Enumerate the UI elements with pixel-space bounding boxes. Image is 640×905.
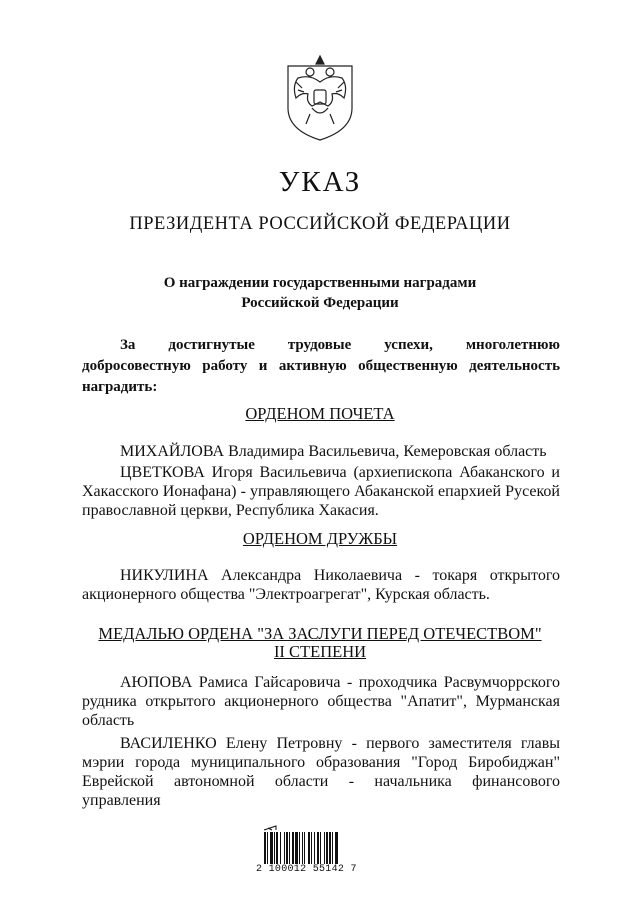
recipient-line: мэрии города муниципального образования "Город Биробиджан": [82, 754, 560, 771]
recipient-line: МИХАЙЛОВА Владимира Васильевича, Кемеровская область: [120, 443, 547, 460]
preamble-word: достигнутые: [168, 337, 255, 353]
state-emblem-icon: [282, 52, 358, 142]
preamble: [82, 335, 560, 398]
recipient-line: акционерного общества "Электроагрегат", Курская область.: [82, 586, 490, 603]
recipient-line: Хакасского Ионафана) - управляющего Абаканской епархией Русекой: [82, 483, 560, 500]
recipient-line: православной церкви, Республика Хакасия.: [82, 502, 379, 519]
recipient-line: Еврейской автономной области - начальника финансового управления: [82, 773, 560, 809]
decree-subject: [0, 273, 640, 313]
award-heading-medal-degree: II СТЕПЕНИ: [273, 642, 367, 661]
preamble-line: наградить:: [82, 379, 158, 395]
award-heading-medal-merit: МЕДАЛЬЮ ОРДЕНА "ЗА ЗАСЛУГИ ПЕРЕД ОТЕЧЕСТВОМ": [98, 624, 542, 643]
recipient-line: ВАСИЛЕНКО Елену Петровну - первого заместителя главы: [120, 735, 560, 752]
recipient-line: рудника открытого акционерного общества "Апатит", Мурманская: [82, 693, 560, 710]
award-recipient: [82, 566, 560, 604]
preamble-word: трудовые: [287, 337, 352, 353]
barcode-number: 2 100012 55142 7: [256, 864, 357, 875]
preamble-word: За: [120, 337, 136, 353]
recipient-line: АЮПОВА Рамиса Гайсаровича - проходчика Расвумчоррского: [120, 674, 560, 691]
document-title: УКАЗ: [278, 166, 362, 198]
award-heading-order-of-friendship: ОРДЕНОМ ДРУЖБЫ: [242, 529, 398, 548]
subject-line: О награждении государственными наградами: [163, 275, 477, 291]
recipient-line: НИКУЛИНА Александра Николаевича - токаря открытого: [120, 567, 560, 584]
award-recipient: [82, 463, 560, 520]
subject-line: Российской Федерации: [241, 295, 399, 311]
preamble-line: добросовестную работу и активную общественную деятельность: [82, 358, 560, 374]
recipient-line: ЦВЕТКОВА Игоря Васильевича (архиепископа Абаканского и: [120, 464, 560, 481]
award-recipient: [82, 734, 560, 810]
document-subtitle: ПРЕЗИДЕНТА РОССИЙСКОЙ ФЕДЕРАЦИИ: [129, 214, 511, 234]
recipient-line: область: [82, 712, 135, 729]
award-recipient: [82, 673, 560, 730]
preamble-word: успехи,: [384, 337, 433, 353]
award-heading-order-of-honour: ОРДЕНОМ ПОЧЕТА: [245, 404, 395, 423]
preamble-word: многолетнюю: [465, 337, 560, 353]
preamble-line: [82, 335, 560, 356]
award-recipient: [82, 442, 560, 461]
